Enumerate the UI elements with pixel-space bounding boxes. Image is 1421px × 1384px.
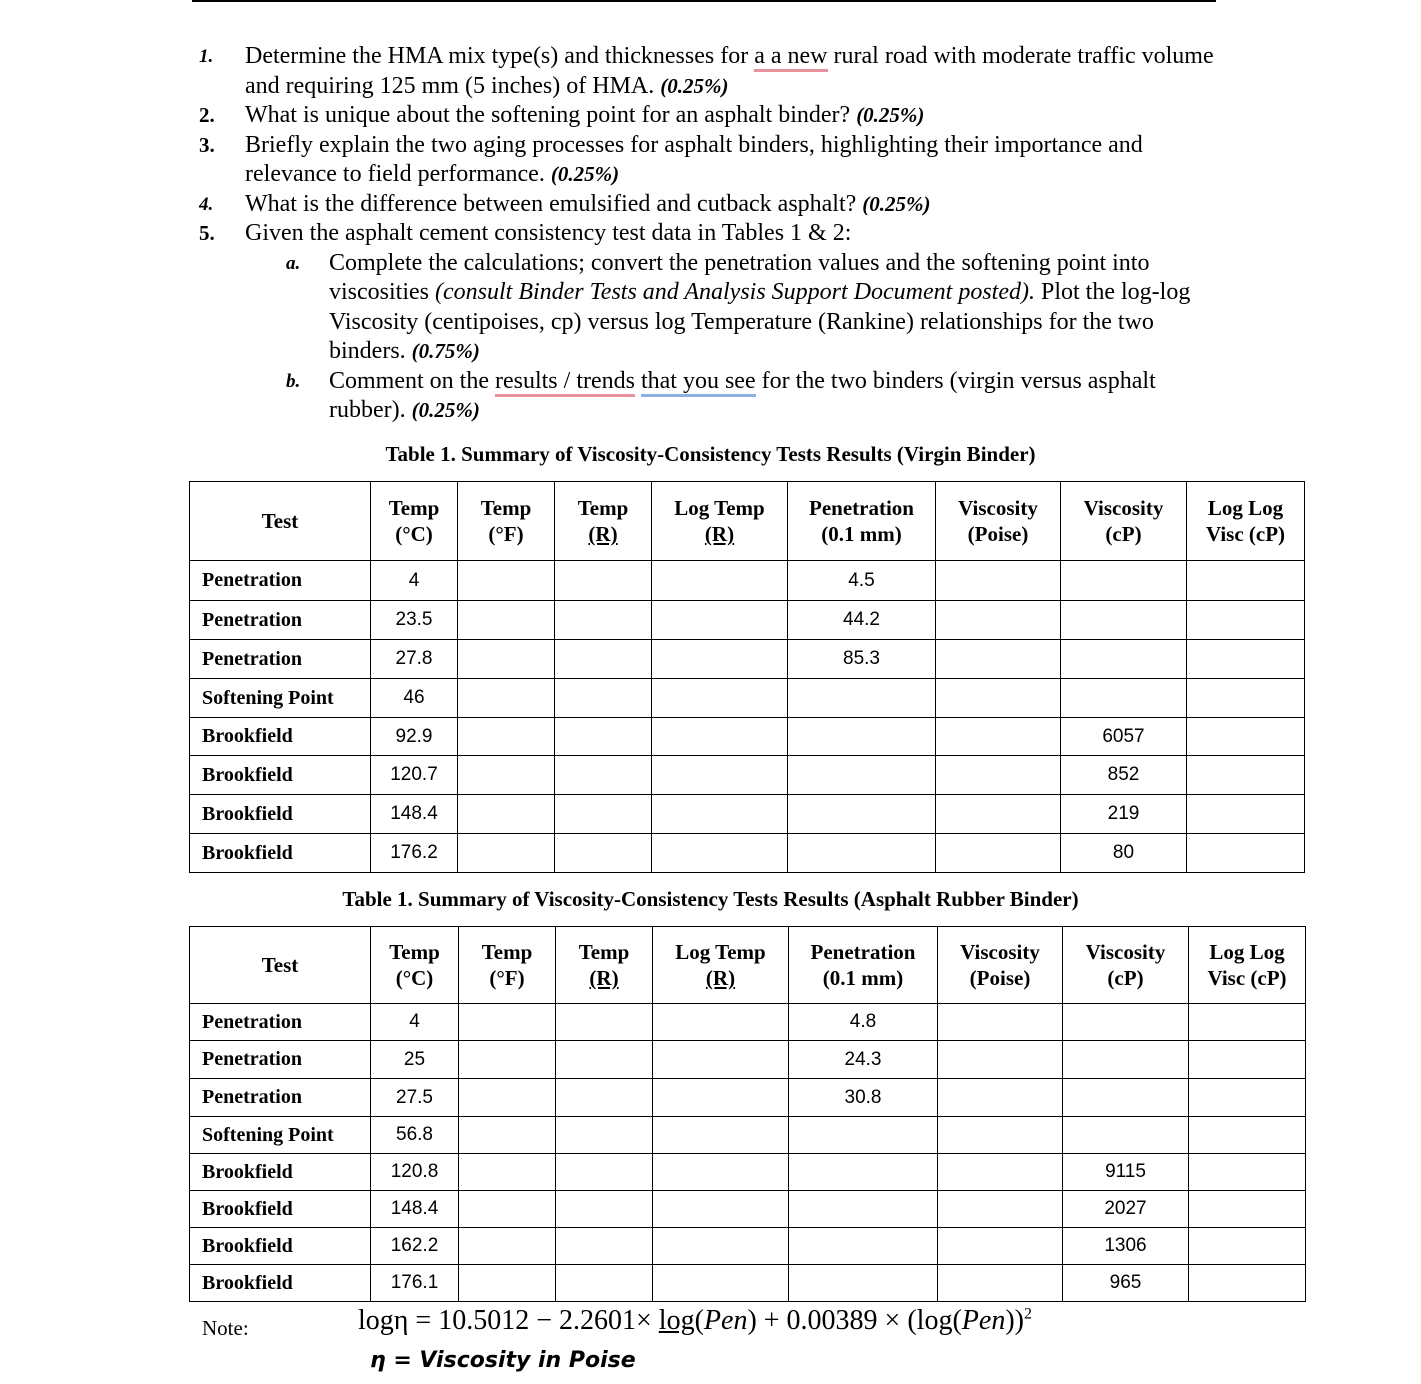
cell-test: Brookfield	[190, 756, 371, 795]
question-text: What is the difference between emulsified and cutback asphalt?	[245, 190, 863, 217]
table-row	[190, 1079, 1306, 1117]
question-text: Given the asphalt cement consistency test data in Tables 1 & 2:	[245, 220, 852, 246]
cell-viscosity-poise[interactable]	[938, 1154, 1063, 1191]
subquestion-text: Comment on the	[329, 367, 495, 394]
cell-log-log-visc[interactable]	[1189, 1004, 1306, 1041]
cell-viscosity-poise[interactable]	[936, 679, 1061, 718]
cell-temp-c: 23.5	[371, 601, 458, 640]
cell-viscosity-poise[interactable]	[936, 561, 1061, 601]
cell-viscosity-cp: 219	[1061, 795, 1187, 834]
cell-test: Penetration	[190, 561, 371, 601]
cell-temp-r[interactable]	[555, 679, 652, 718]
question-3	[195, 131, 1225, 190]
cell-temp-r[interactable]	[555, 795, 652, 834]
cell-temp-r[interactable]	[556, 1191, 653, 1228]
cell-log-log-visc[interactable]	[1189, 1265, 1306, 1302]
cell-log-log-visc[interactable]	[1187, 718, 1305, 756]
cell-penetration	[788, 679, 936, 718]
question-1	[195, 42, 1225, 101]
cell-temp-r[interactable]	[555, 601, 652, 640]
cell-temp-c: 4	[371, 1004, 459, 1041]
cell-penetration	[789, 1117, 938, 1154]
note-label: Note:	[202, 1316, 249, 1340]
cell-temp-r[interactable]	[555, 756, 652, 795]
grammar-flag-red: results / trends	[495, 368, 635, 397]
table-row	[190, 795, 1305, 834]
cell-test: Penetration	[190, 640, 371, 679]
cell-penetration: 4.8	[789, 1004, 938, 1041]
cell-viscosity-poise[interactable]	[938, 1191, 1063, 1228]
table-row	[190, 718, 1305, 756]
cell-temp-f[interactable]	[458, 834, 555, 873]
cell-temp-f[interactable]	[459, 1228, 556, 1265]
cell-temp-c: 27.8	[371, 640, 458, 679]
cell-test: Brookfield	[190, 1154, 371, 1191]
cell-log-log-visc[interactable]	[1189, 1228, 1306, 1265]
subquestion-a	[195, 249, 1225, 367]
cell-temp-r[interactable]	[555, 834, 652, 873]
question-number: 5.	[199, 221, 215, 245]
cell-viscosity-cp: 1306	[1063, 1228, 1189, 1265]
table-row	[190, 1228, 1306, 1265]
question-list	[195, 42, 1225, 426]
cell-log-log-visc[interactable]	[1189, 1079, 1306, 1117]
table-header-row	[190, 482, 1305, 561]
cell-log-temp[interactable]	[652, 601, 788, 640]
header-penetration: Penetration (0.1 mm)	[788, 482, 936, 561]
cell-penetration: 24.3	[789, 1041, 938, 1079]
header-test: Test	[190, 927, 371, 1004]
cell-penetration: 30.8	[789, 1079, 938, 1117]
cell-log-temp[interactable]	[653, 1004, 789, 1041]
subquestion-text: Plot the log-log Viscosity (centipoises, cp) versus log Temperature (Rankine) relationships for the two binders.	[329, 279, 1191, 364]
cell-penetration: 44.2	[788, 601, 936, 640]
header-viscosity-poise: Viscosity (Poise)	[936, 482, 1061, 561]
cell-temp-f[interactable]	[458, 795, 555, 834]
cell-log-log-visc[interactable]	[1187, 601, 1305, 640]
cell-viscosity-cp	[1061, 679, 1187, 718]
cell-temp-c: 56.8	[371, 1117, 459, 1154]
question-number: 4.	[199, 193, 214, 215]
table-row	[190, 561, 1305, 601]
header-penetration: Penetration (0.1 mm)	[789, 927, 938, 1004]
cell-viscosity-poise[interactable]	[936, 640, 1061, 679]
viscosity-formula: $\log\eta = 10.5012 - 2.2601\times \log(Pen) + 0.00389 \times (\log(Pen))^2$	[358, 1305, 1032, 1336]
table-row	[190, 756, 1305, 795]
table-row	[190, 1191, 1306, 1228]
table-row	[190, 1041, 1306, 1079]
cell-penetration	[789, 1228, 938, 1265]
header-viscosity-cp: Viscosity (cP)	[1061, 482, 1187, 561]
cell-viscosity-cp: 80	[1061, 834, 1187, 873]
cell-temp-c: 176.1	[371, 1265, 459, 1302]
cell-log-log-visc[interactable]	[1189, 1117, 1306, 1154]
question-2	[195, 101, 1225, 131]
question-number: 2.	[199, 103, 215, 127]
table-row	[190, 834, 1305, 873]
cell-temp-f[interactable]	[459, 1117, 556, 1154]
cell-temp-c: 120.7	[371, 756, 458, 795]
cell-test: Softening Point	[190, 1117, 371, 1154]
subquestion-text: for the two binders (virgin versus asphalt rubber).	[329, 367, 1156, 423]
cell-temp-c: 120.8	[371, 1154, 459, 1191]
cell-viscosity-poise[interactable]	[936, 834, 1061, 873]
cell-temp-c: 4	[371, 561, 458, 601]
virgin-binder-table	[189, 481, 1305, 873]
cell-log-log-visc[interactable]	[1189, 1041, 1306, 1079]
cell-temp-c: 92.9	[371, 718, 458, 756]
cell-viscosity-poise[interactable]	[938, 1079, 1063, 1117]
table-row	[190, 1154, 1306, 1191]
cell-viscosity-cp	[1061, 601, 1187, 640]
cell-temp-r[interactable]	[556, 1041, 653, 1079]
cell-log-log-visc[interactable]	[1187, 679, 1305, 718]
cell-log-log-visc[interactable]	[1187, 756, 1305, 795]
header-temp-c: Temp (°C)	[371, 927, 459, 1004]
cell-viscosity-cp	[1061, 640, 1187, 679]
cell-temp-r[interactable]	[556, 1117, 653, 1154]
cell-temp-f[interactable]	[459, 1041, 556, 1079]
question-text: What is unique about the softening point for an asphalt binder?	[245, 102, 857, 128]
question-text: Briefly explain the two aging processes for asphalt binders, highlighting their importance and relevance to field performance.	[245, 131, 1143, 187]
grammar-flag-blue: that you see	[641, 368, 756, 397]
top-rule	[192, 0, 1216, 2]
cell-log-temp[interactable]	[653, 1117, 789, 1154]
cell-log-temp[interactable]	[653, 1228, 789, 1265]
cell-log-temp[interactable]	[653, 1191, 789, 1228]
cell-viscosity-poise[interactable]	[936, 718, 1061, 756]
cell-penetration	[788, 718, 936, 756]
table-row	[190, 1004, 1306, 1041]
cell-penetration: 85.3	[788, 640, 936, 679]
cell-temp-c: 162.2	[371, 1228, 459, 1265]
subquestion-weight: (0.75%)	[411, 339, 480, 363]
eta-definition: η = Viscosity in Poise	[370, 1348, 636, 1373]
cell-temp-r[interactable]	[556, 1228, 653, 1265]
cell-temp-f[interactable]	[458, 561, 555, 601]
cell-temp-f[interactable]	[459, 1265, 556, 1302]
cell-temp-c: 148.4	[371, 795, 458, 834]
spellcheck-error: a a new	[754, 43, 827, 72]
cell-viscosity-poise[interactable]	[936, 601, 1061, 640]
header-temp-r: Temp (R)	[555, 482, 652, 561]
cell-viscosity-cp	[1063, 1079, 1189, 1117]
question-text: rural road with moderate traffic volume and requiring 125 mm (5 inches) of HMA.	[245, 43, 1214, 99]
cell-viscosity-cp: 965	[1063, 1265, 1189, 1302]
cell-temp-f[interactable]	[458, 640, 555, 679]
cell-temp-f[interactable]	[459, 1004, 556, 1041]
cell-temp-r[interactable]	[556, 1004, 653, 1041]
cell-temp-c: 27.5	[371, 1079, 459, 1117]
cell-test: Penetration	[190, 1041, 371, 1079]
cell-viscosity-cp: 2027	[1063, 1191, 1189, 1228]
question-weight: (0.25%)	[550, 162, 620, 186]
cell-viscosity-cp	[1063, 1041, 1189, 1079]
cell-penetration	[788, 756, 936, 795]
cell-log-log-visc[interactable]	[1187, 561, 1305, 601]
cell-log-log-visc[interactable]	[1187, 640, 1305, 679]
cell-viscosity-cp	[1063, 1117, 1189, 1154]
cell-log-temp[interactable]	[652, 834, 788, 873]
cell-temp-f[interactable]	[458, 679, 555, 718]
question-number: 3.	[199, 132, 215, 157]
cell-temp-f[interactable]	[459, 1191, 556, 1228]
cell-log-log-visc[interactable]	[1187, 834, 1305, 873]
cell-test: Brookfield	[190, 1265, 371, 1302]
subquestion-letter: a.	[286, 252, 301, 274]
table1-caption: Table 1. Summary of Viscosity-Consistency Tests Results (Virgin Binder)	[385, 442, 1036, 466]
question-weight: (0.25%)	[660, 73, 729, 98]
table-row	[190, 679, 1305, 718]
header-temp-r: Temp (R)	[556, 927, 653, 1004]
cell-log-log-visc[interactable]	[1187, 795, 1305, 834]
question-weight: (0.25%)	[856, 103, 925, 127]
subquestion-text: Complete the calculations; convert the penetration values and the softening point into viscosities	[329, 249, 1150, 305]
table-row	[190, 1265, 1306, 1302]
cell-test: Brookfield	[190, 1228, 371, 1265]
table2-caption: Table 1. Summary of Viscosity-Consistency Tests Results (Asphalt Rubber Binder)	[342, 887, 1079, 911]
cell-viscosity-cp: 6057	[1061, 718, 1187, 756]
cell-penetration: 4.5	[788, 561, 936, 601]
cell-temp-r[interactable]	[556, 1265, 653, 1302]
cell-log-temp[interactable]	[652, 640, 788, 679]
asphalt-rubber-table	[189, 926, 1306, 1302]
cell-temp-f[interactable]	[458, 718, 555, 756]
cell-log-temp[interactable]	[652, 718, 788, 756]
question-number: 1.	[199, 46, 214, 67]
subquestion-reference: (consult Binder Tests and Analysis Support Document posted).	[435, 279, 1035, 305]
cell-viscosity-poise[interactable]	[938, 1004, 1063, 1041]
question-5	[195, 219, 1225, 249]
cell-penetration	[788, 795, 936, 834]
cell-temp-r[interactable]	[556, 1154, 653, 1191]
header-log-log-visc: Log Log Visc (cP)	[1189, 927, 1306, 1004]
subquestion-b	[195, 367, 1225, 426]
cell-log-temp[interactable]	[653, 1154, 789, 1191]
cell-viscosity-poise[interactable]	[936, 795, 1061, 834]
cell-viscosity-poise[interactable]	[938, 1117, 1063, 1154]
cell-test: Brookfield	[190, 834, 371, 873]
cell-temp-r[interactable]	[555, 561, 652, 601]
cell-temp-c: 25	[371, 1041, 459, 1079]
question-text: Determine the HMA mix type(s) and thicknesses for	[245, 43, 755, 69]
header-temp-f: Temp (°F)	[459, 927, 556, 1004]
subquestion-weight: (0.25%)	[411, 398, 480, 422]
table-header-row	[190, 927, 1306, 1004]
cell-temp-f[interactable]	[459, 1154, 556, 1191]
cell-test: Brookfield	[190, 718, 371, 756]
table-row	[190, 1117, 1306, 1154]
header-viscosity-cp: Viscosity (cP)	[1063, 927, 1189, 1004]
cell-temp-r[interactable]	[555, 640, 652, 679]
cell-temp-c: 46	[371, 679, 458, 718]
cell-viscosity-poise[interactable]	[938, 1265, 1063, 1302]
cell-temp-c: 176.2	[371, 834, 458, 873]
header-log-temp: Log Temp (R)	[653, 927, 789, 1004]
cell-viscosity-cp: 9115	[1063, 1154, 1189, 1191]
header-temp-f: Temp (°F)	[458, 482, 555, 561]
cell-viscosity-cp	[1063, 1004, 1189, 1041]
cell-viscosity-poise[interactable]	[936, 756, 1061, 795]
table-row	[190, 640, 1305, 679]
subquestion-letter: b.	[286, 370, 301, 392]
cell-test: Penetration	[190, 1004, 371, 1041]
header-temp-c: Temp (°C)	[371, 482, 458, 561]
cell-temp-r[interactable]	[555, 718, 652, 756]
header-test: Test	[190, 482, 371, 561]
header-log-log-visc: Log Log Visc (cP)	[1187, 482, 1305, 561]
cell-log-temp[interactable]	[653, 1265, 789, 1302]
table-row	[190, 601, 1305, 640]
cell-viscosity-cp	[1061, 561, 1187, 601]
question-4	[195, 190, 1225, 220]
question-weight: (0.25%)	[862, 191, 931, 216]
cell-viscosity-poise[interactable]	[938, 1041, 1063, 1079]
cell-viscosity-poise[interactable]	[938, 1228, 1063, 1265]
cell-temp-f[interactable]	[459, 1079, 556, 1117]
cell-temp-f[interactable]	[458, 756, 555, 795]
cell-temp-f[interactable]	[458, 601, 555, 640]
cell-test: Brookfield	[190, 795, 371, 834]
cell-log-temp[interactable]	[652, 795, 788, 834]
cell-log-temp[interactable]	[652, 756, 788, 795]
cell-log-log-visc[interactable]	[1189, 1154, 1306, 1191]
cell-penetration	[789, 1154, 938, 1191]
cell-temp-r[interactable]	[556, 1079, 653, 1117]
cell-test: Softening Point	[190, 679, 371, 718]
cell-penetration	[789, 1265, 938, 1302]
cell-log-temp[interactable]	[653, 1079, 789, 1117]
cell-viscosity-cp: 852	[1061, 756, 1187, 795]
cell-log-log-visc[interactable]	[1189, 1191, 1306, 1228]
cell-test: Penetration	[190, 1079, 371, 1117]
cell-log-temp[interactable]	[652, 679, 788, 718]
cell-log-temp[interactable]	[653, 1041, 789, 1079]
cell-penetration	[788, 834, 936, 873]
header-log-temp: Log Temp (R)	[652, 482, 788, 561]
cell-penetration	[789, 1191, 938, 1228]
cell-log-temp[interactable]	[652, 561, 788, 601]
header-viscosity-poise: Viscosity (Poise)	[938, 927, 1063, 1004]
cell-test: Brookfield	[190, 1191, 371, 1228]
cell-temp-c: 148.4	[371, 1191, 459, 1228]
cell-test: Penetration	[190, 601, 371, 640]
